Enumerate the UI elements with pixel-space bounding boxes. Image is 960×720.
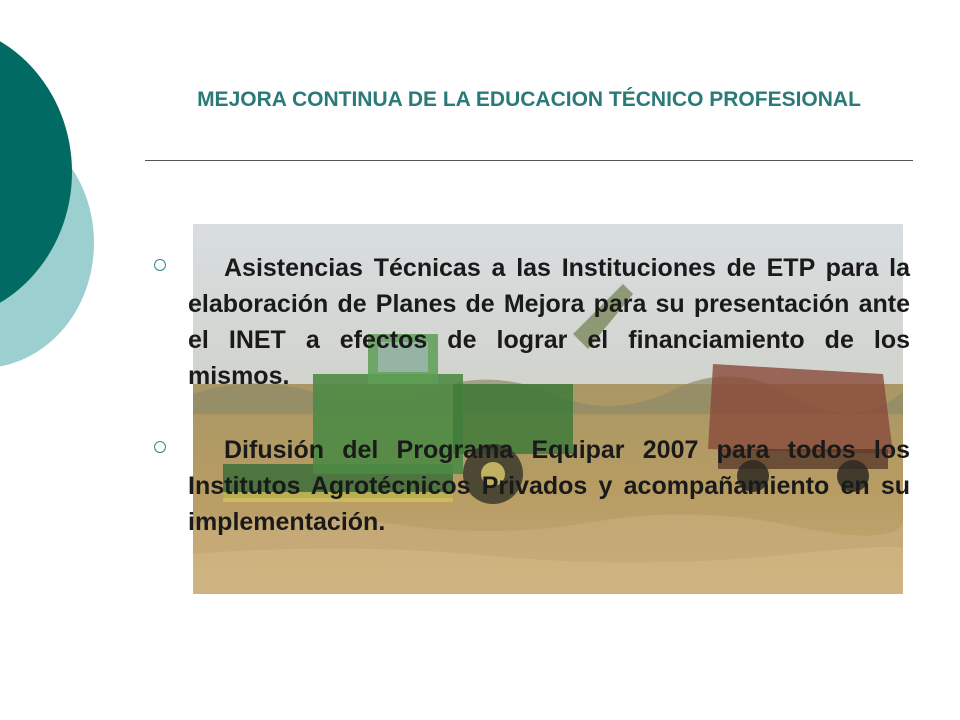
slide-title: MEJORA CONTINUA DE LA EDUCACION TÉCNICO PROFESIONAL <box>197 88 861 111</box>
circle-bullet-icon <box>154 441 166 453</box>
circle-bullet-icon <box>154 259 166 271</box>
list-item <box>150 432 910 540</box>
bullet-text: Asistencias Técnicas a las Instituciones de ETP para la elaboración de Planes de Mejora para su presentación ante el INET a efectos de lograr el financiamiento de los mismos. <box>188 254 910 390</box>
title-divider <box>145 160 913 161</box>
list-item <box>150 250 910 394</box>
bullet-text: Difusión del Programa Equipar 2007 para todos los Institutos Agrotécnicos Privados y acompañamiento en su implementación. <box>188 436 910 536</box>
bullet-list <box>150 250 910 578</box>
